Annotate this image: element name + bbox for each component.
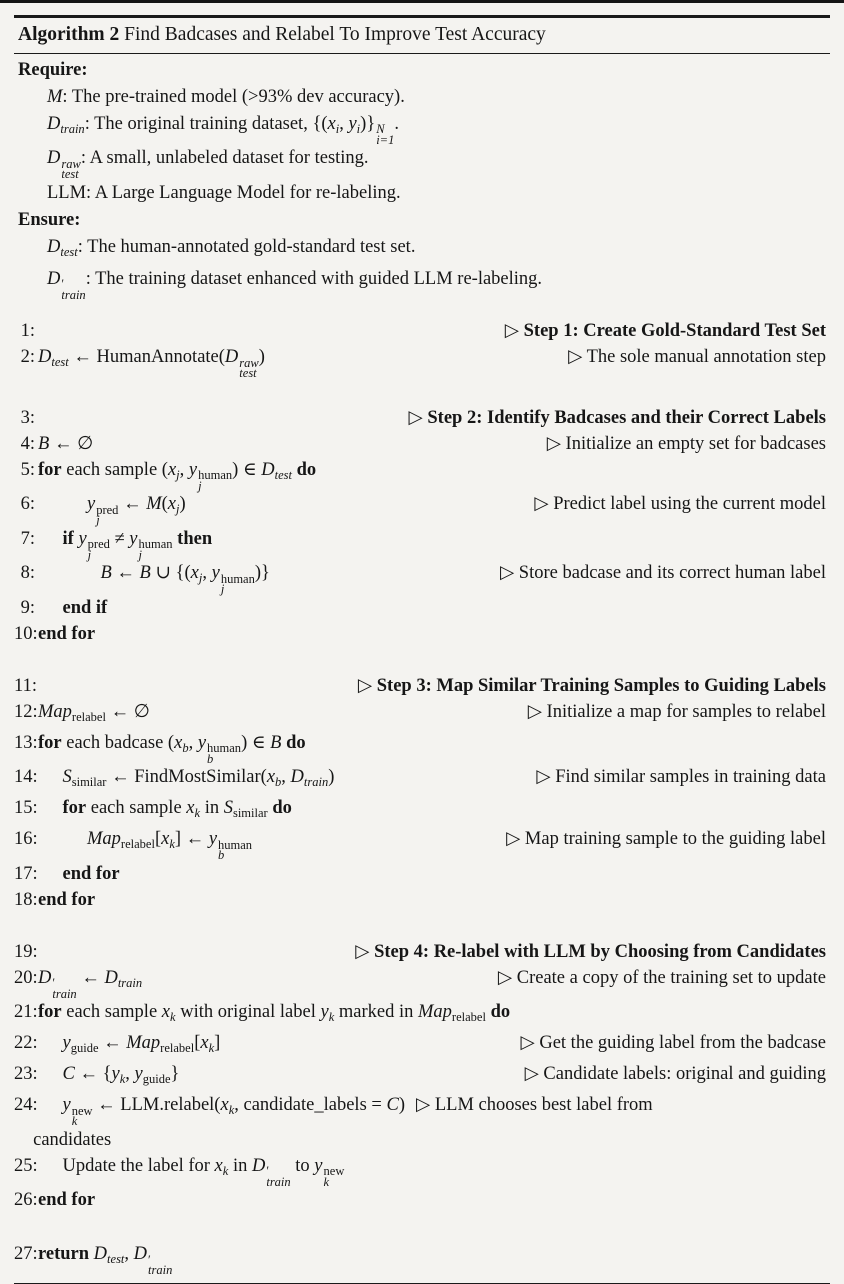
line-number: 5:: [20, 459, 35, 480]
line-number: 12:: [14, 701, 38, 722]
line-code: candidates: [33, 1129, 112, 1150]
line-code: end for: [38, 889, 96, 910]
preamble-line: D raw test : A small, unlabeled dataset for testing.: [47, 148, 369, 182]
algo-line: [14, 764, 830, 795]
stacked-scripts: raw test: [61, 156, 81, 182]
line-comment: ▷ Initialize an empty set for badcases: [546, 433, 826, 454]
line-code: end if: [62, 597, 108, 618]
preamble-line: $D_{test}$: The human-annotated gold-standard test set.: [47, 236, 416, 259]
line-code: y new k ← $LLM.relabel(x_k$, candidate_labels = C): [62, 1095, 405, 1129]
algo-line: [14, 595, 830, 621]
algo-line: [14, 673, 830, 699]
line-comment: ▷ LLM chooses best label from: [415, 1095, 653, 1116]
stacked-scripts: human j: [138, 537, 173, 562]
stacked-scripts: pred j: [96, 502, 119, 528]
stacked-scripts: human b: [218, 837, 253, 863]
algo-line: [14, 405, 830, 431]
algo-line: [14, 1153, 830, 1188]
algo-line: [14, 999, 830, 1030]
line-comment: ▷ Predict label using the current model: [534, 494, 826, 515]
algorithm-caption: Find Badcases and Relabel To Improve Test Accuracy: [119, 23, 546, 45]
algo-line: [14, 1092, 830, 1127]
stacked-scripts: human j: [220, 571, 255, 597]
line-comment: ▷ Candidate labels: original and guiding: [524, 1064, 826, 1085]
stacked-scripts: raw test: [239, 355, 259, 381]
algo-line: [14, 939, 830, 965]
algorithm-number-label: Algorithm 2: [18, 23, 120, 45]
line-number: 3:: [20, 407, 35, 428]
algo-line: [14, 1241, 830, 1276]
line-comment: ▷ Initialize a map for samples to relabel: [527, 701, 826, 722]
preamble-line: Require:: [18, 59, 88, 80]
line-code: end for: [38, 623, 96, 644]
algo-line: [14, 621, 830, 647]
line-number: 25:: [14, 1155, 38, 1176]
line-number: 26:: [14, 1190, 38, 1211]
algo-line: [14, 861, 830, 887]
algo-line: [14, 491, 830, 526]
stacked-scripts: ′ train: [61, 277, 86, 302]
stacked-scripts: N i=1: [376, 122, 395, 147]
line-number: 9:: [20, 597, 35, 618]
line-number: 27:: [14, 1244, 38, 1265]
algo-line: [14, 1187, 830, 1213]
algo-line: [14, 1030, 830, 1061]
line-code: D ′ train ← $D_{train}$: [38, 967, 143, 1001]
line-code: $Map_{relabel}[x_k]$ ← y human b: [87, 829, 253, 863]
stacked-scripts: new k: [71, 1103, 93, 1129]
stacked-scripts: ′ train: [148, 1252, 173, 1278]
line-number: 15:: [14, 798, 38, 819]
algo-line: [14, 526, 830, 561]
line-number: 2:: [20, 347, 35, 368]
algo-line: [14, 560, 830, 595]
line-comment: ▷ Step 4: Re-label with LLM by Choosing from Candidates: [355, 941, 826, 962]
line-comment: ▷ Find similar samples in training data: [536, 767, 826, 788]
preamble-block: [14, 54, 830, 301]
line-code: for each badcase ($x_b$, y human b ) ∈ B do: [38, 732, 306, 766]
algo-line: [14, 965, 830, 1000]
algo-line: [14, 1061, 830, 1092]
algo-line: [14, 730, 830, 765]
line-number: 1:: [20, 321, 35, 342]
line-code: Update the label for $x_k$ in D ′ train to y new k: [62, 1155, 345, 1189]
line-code: Map$_{relabel}$ ← ∅: [38, 701, 150, 724]
stacked-scripts: pred j: [87, 537, 110, 562]
line-number: 23:: [14, 1064, 38, 1085]
line-number: 16:: [14, 829, 38, 850]
line-code: C ← {$y_k$, $y_{guide}$}: [62, 1064, 180, 1087]
line-code: for each sample $x_k$ in $S_{similar}$ do: [62, 798, 292, 821]
line-code: end for: [38, 1190, 96, 1211]
line-comment: ▷ Create a copy of the training set to update: [497, 967, 826, 988]
line-comment: ▷ Step 2: Identify Badcases and their Correct Labels: [408, 407, 826, 428]
line-comment: ▷ Step 1: Create Gold-Standard Test Set: [504, 321, 826, 342]
algo-line: [14, 457, 830, 492]
line-code: $S_{similar}$ ← $FindMostSimilar(x_b$, $D_{train}$): [62, 767, 335, 790]
algorithm-figure: [14, 15, 830, 1284]
line-number: 19:: [14, 941, 38, 962]
line-code: B ← B ∪ {($x_j$, y human j )}: [100, 563, 270, 597]
line-number: 6:: [20, 494, 35, 515]
line-number: 22:: [14, 1033, 38, 1054]
algorithm-title: [14, 18, 830, 53]
line-code: B ← ∅: [38, 433, 94, 454]
line-comment: ▷ The sole manual annotation step: [568, 347, 826, 368]
algo-line: [14, 699, 830, 730]
line-code: $y_{guide}$ ← $Map_{relabel}[x_k]$: [62, 1033, 221, 1056]
algo-line: [14, 887, 830, 913]
preamble-line: $D_{train}$: The original training dataset, {($x_i$, $y_i$)} N i=1 .: [47, 113, 399, 147]
line-number: 10:: [14, 623, 38, 644]
line-number: 11:: [14, 675, 37, 696]
line-number: 17:: [14, 863, 38, 884]
algo-line: [14, 344, 830, 379]
line-number: 13:: [14, 732, 38, 753]
preamble-line: D ′ train : The training dataset enhanced with guided LLM re-labeling.: [47, 268, 543, 302]
preamble-line: Ensure:: [18, 209, 81, 230]
stacked-scripts: human j: [198, 468, 233, 493]
algo-line: [14, 431, 830, 457]
line-code: if y pred j ≠ y human j then: [62, 528, 213, 562]
line-comment: ▷ Store badcase and its correct human label: [499, 563, 826, 584]
line-code: for each sample $x_k$ with original label $y_k$ marked in Map$_{relabel}$ do: [38, 1002, 511, 1025]
stacked-scripts: human b: [207, 741, 242, 766]
line-comment: ▷ Step 3: Map Similar Training Samples to Guiding Labels: [357, 675, 826, 696]
algo-line: [14, 826, 830, 861]
stacked-scripts: new k: [323, 1164, 345, 1189]
line-code: for each sample ($x_j$, y human j ) ∈ $D_{test}$ do: [38, 459, 317, 493]
preamble-line: M: The pre-trained model (>93% dev accuracy).: [47, 86, 405, 107]
line-number: 8:: [20, 563, 35, 584]
line-comment: ▷ Get the guiding label from the badcase: [520, 1033, 826, 1054]
line-number: 20:: [14, 967, 38, 988]
line-number: 4:: [20, 433, 35, 454]
algo-line: [14, 1127, 830, 1153]
line-number: 18:: [14, 889, 38, 910]
line-number: 21:: [14, 1002, 38, 1023]
algo-line: [14, 318, 830, 344]
line-comment: ▷ Map training sample to the guiding label: [506, 829, 826, 850]
stacked-scripts: ′ train: [52, 976, 77, 1001]
line-code: return $D_{test}$, D ′ train: [38, 1244, 173, 1278]
stacked-scripts: ′ train: [266, 1164, 291, 1189]
line-code: end for: [62, 863, 120, 884]
algo-line: [14, 795, 830, 826]
line-number: 7:: [20, 528, 35, 549]
line-number: 14:: [14, 767, 38, 788]
line-code: y pred j ← $M(x_j)$: [87, 494, 186, 528]
line-number: 24:: [14, 1095, 38, 1116]
line-code: $D_{test}$ ← HumanAnnotate(D raw test ): [38, 347, 265, 381]
preamble-line: LLM: A Large Language Model for re-labeling.: [47, 182, 401, 203]
algorithm-body: [14, 318, 830, 1283]
top-edge-strip: [0, 0, 844, 3]
